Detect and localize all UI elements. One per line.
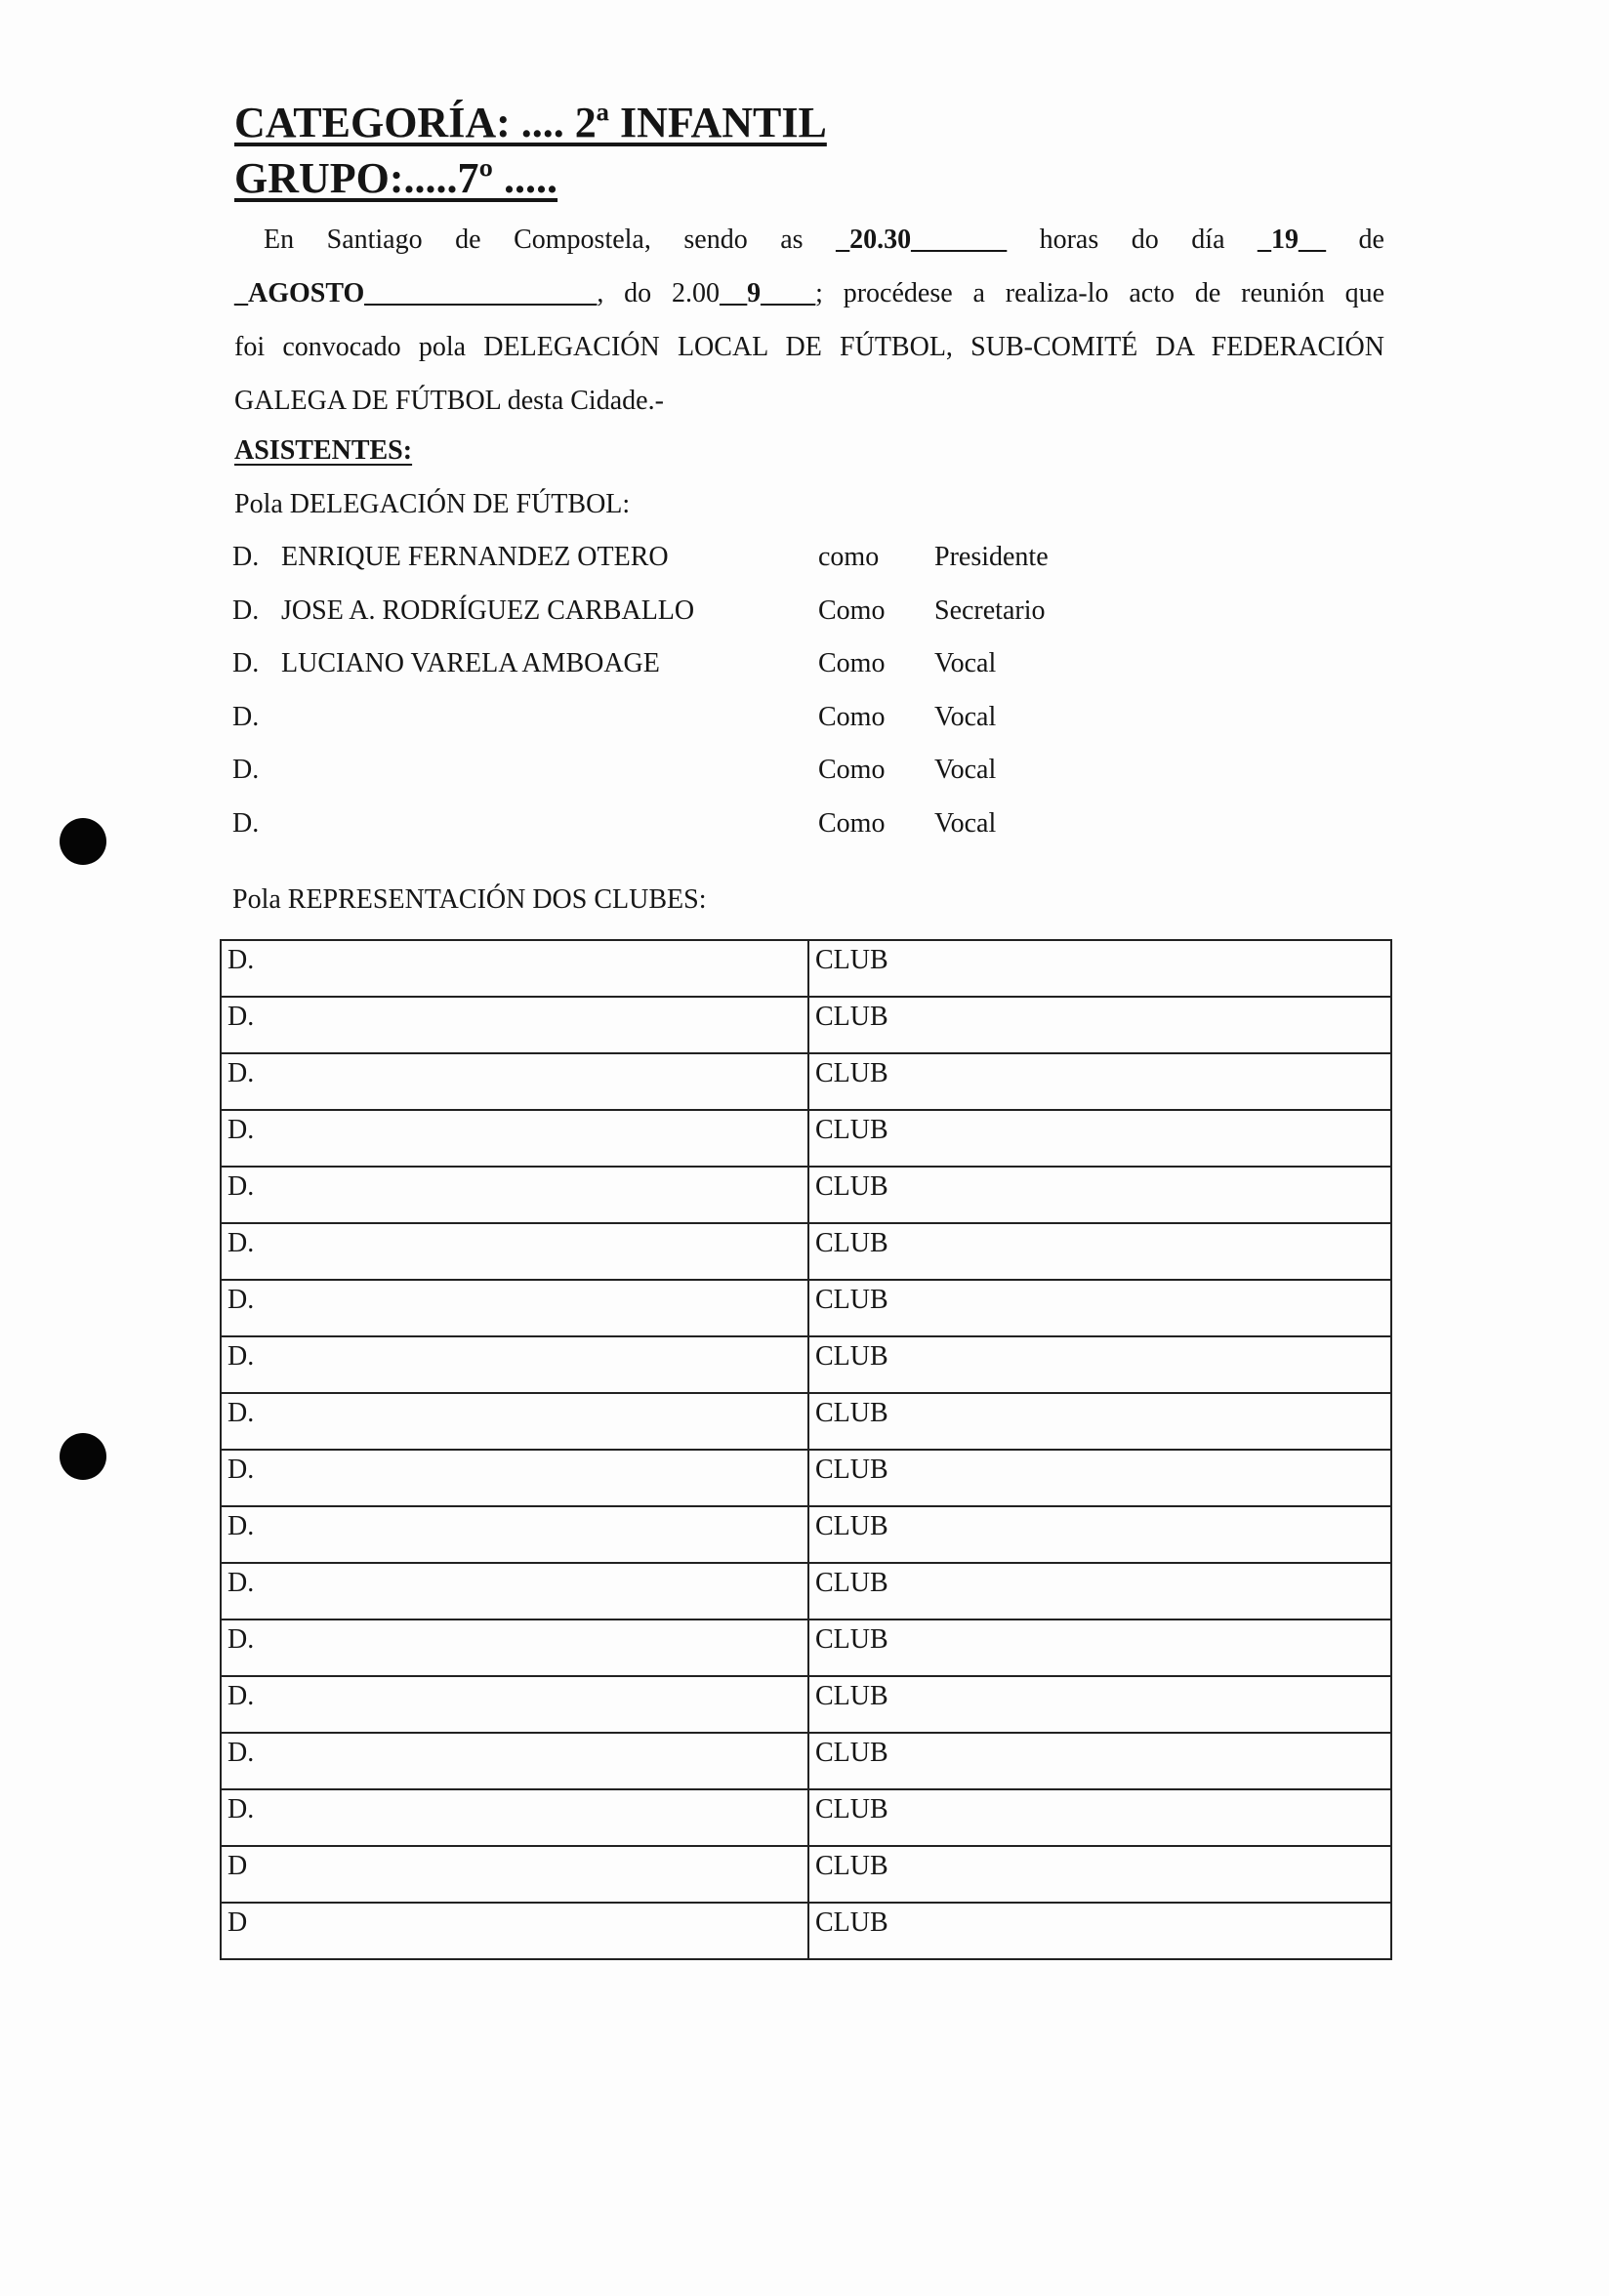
category-heading: CATEGORÍA: .... 2ª INFANTIL	[234, 99, 827, 146]
attendee-prefix: D.	[232, 648, 260, 679]
club-cell: CLUB	[808, 1336, 1391, 1393]
asistentes-heading: ASISTENTES:	[234, 435, 413, 466]
club-cell: CLUB	[808, 1053, 1391, 1110]
text: de	[1326, 225, 1384, 255]
text: foi convocado pola DELEGACIÓN LOCAL DE FÚTBOL, SUB-COMITÉ DA FEDERACIÓN	[234, 332, 1384, 362]
table-row	[221, 1336, 1391, 1393]
table-row	[221, 1110, 1391, 1167]
club-cell: CLUB	[808, 1110, 1391, 1167]
club-cell: CLUB	[808, 1280, 1391, 1336]
table-row	[221, 1676, 1391, 1733]
attendee-como: Como	[818, 701, 886, 732]
text: ; procédese a realiza-lo acto de reunión que	[815, 278, 1385, 308]
club-cell: CLUB	[808, 1676, 1391, 1733]
delegate-cell: D.	[221, 1450, 808, 1506]
attendee-name: LUCIANO VARELA AMBOAGE	[281, 648, 660, 679]
table-row	[221, 1280, 1391, 1336]
text: GALEGA DE FÚTBOL desta Cidade.-	[234, 386, 664, 416]
club-cell: CLUB	[808, 1620, 1391, 1676]
text: , do 2.00	[597, 278, 721, 308]
delegacion-label: Pola DELEGACIÓN DE FÚTBOL:	[234, 489, 631, 519]
intro-paragraph	[234, 213, 1384, 428]
delegate-cell: D	[221, 1846, 808, 1903]
delegate-cell: D	[221, 1903, 808, 1959]
delegate-cell: D.	[221, 1167, 808, 1223]
table-row	[221, 1450, 1391, 1506]
table-row	[221, 1563, 1391, 1620]
club-cell: CLUB	[808, 1733, 1391, 1789]
club-cell: CLUB	[808, 1167, 1391, 1223]
attendee-prefix: D.	[232, 755, 260, 786]
attendee-role: Secretario	[934, 594, 1046, 626]
attendee-prefix: D.	[232, 542, 260, 572]
attendee-name: ENRIQUE FERNANDEZ OTERO	[281, 542, 669, 572]
delegate-cell: D.	[221, 1676, 808, 1733]
day-field: _19__	[1258, 225, 1327, 255]
attendee-role: Vocal	[934, 701, 997, 732]
text: En Santiago de Compostela, sendo as	[264, 225, 837, 255]
table-row	[221, 1620, 1391, 1676]
hour-field: _20.30_______	[836, 225, 1008, 255]
delegate-cell: D.	[221, 1223, 808, 1280]
punch-hole	[60, 818, 106, 865]
attendee-prefix: D.	[232, 594, 260, 626]
club-cell: CLUB	[808, 1450, 1391, 1506]
delegate-cell: D.	[221, 1336, 808, 1393]
club-cell: CLUB	[808, 997, 1391, 1053]
attendee-role: Presidente	[934, 542, 1049, 572]
club-cell: CLUB	[808, 1789, 1391, 1846]
attendee-como: como	[818, 542, 880, 572]
delegate-cell: D.	[221, 1733, 808, 1789]
punch-hole	[60, 1433, 106, 1480]
club-cell: CLUB	[808, 1846, 1391, 1903]
clubs-label: Pola REPRESENTACIÓN DOS CLUBES:	[232, 884, 707, 915]
attendee-role: Vocal	[934, 648, 997, 679]
attendee-role: Vocal	[934, 808, 997, 839]
attendee-como: Como	[818, 594, 886, 626]
table-row	[221, 940, 1391, 997]
club-cell: CLUB	[808, 940, 1391, 997]
delegate-cell: D.	[221, 1053, 808, 1110]
table-row	[221, 1223, 1391, 1280]
table-row	[221, 1167, 1391, 1223]
delegate-cell: D.	[221, 1620, 808, 1676]
delegate-cell: D.	[221, 1789, 808, 1846]
text: horas do día	[1007, 225, 1258, 255]
table-row	[221, 1506, 1391, 1563]
delegate-cell: D.	[221, 1110, 808, 1167]
club-cell: CLUB	[808, 1506, 1391, 1563]
attendee-role: Vocal	[934, 755, 997, 786]
attendee-como: Como	[818, 808, 886, 839]
delegate-cell: D.	[221, 1506, 808, 1563]
club-cell: CLUB	[808, 1563, 1391, 1620]
attendee-prefix: D.	[232, 808, 260, 839]
year-field: __9____	[720, 278, 816, 308]
club-cell: CLUB	[808, 1393, 1391, 1450]
month-field: _AGOSTO_________________	[234, 278, 598, 308]
table-row	[221, 1053, 1391, 1110]
table-row	[221, 1393, 1391, 1450]
table-row	[221, 1903, 1391, 1959]
attendee-name: JOSE A. RODRÍGUEZ CARBALLO	[281, 594, 695, 626]
delegate-cell: D.	[221, 1563, 808, 1620]
attendee-prefix: D.	[232, 701, 260, 732]
club-cell: CLUB	[808, 1903, 1391, 1959]
attendee-como: Como	[818, 755, 886, 786]
attendee-como: Como	[818, 648, 886, 679]
delegate-cell: D.	[221, 940, 808, 997]
clubs-table	[220, 939, 1392, 1960]
delegate-cell: D.	[221, 997, 808, 1053]
delegate-cell: D.	[221, 1393, 808, 1450]
delegate-cell: D.	[221, 1280, 808, 1336]
table-row	[221, 1789, 1391, 1846]
group-heading: GRUPO:.....7º .....	[234, 154, 558, 202]
table-row	[221, 1846, 1391, 1903]
table-row	[221, 1733, 1391, 1789]
club-cell: CLUB	[808, 1223, 1391, 1280]
table-row	[221, 997, 1391, 1053]
